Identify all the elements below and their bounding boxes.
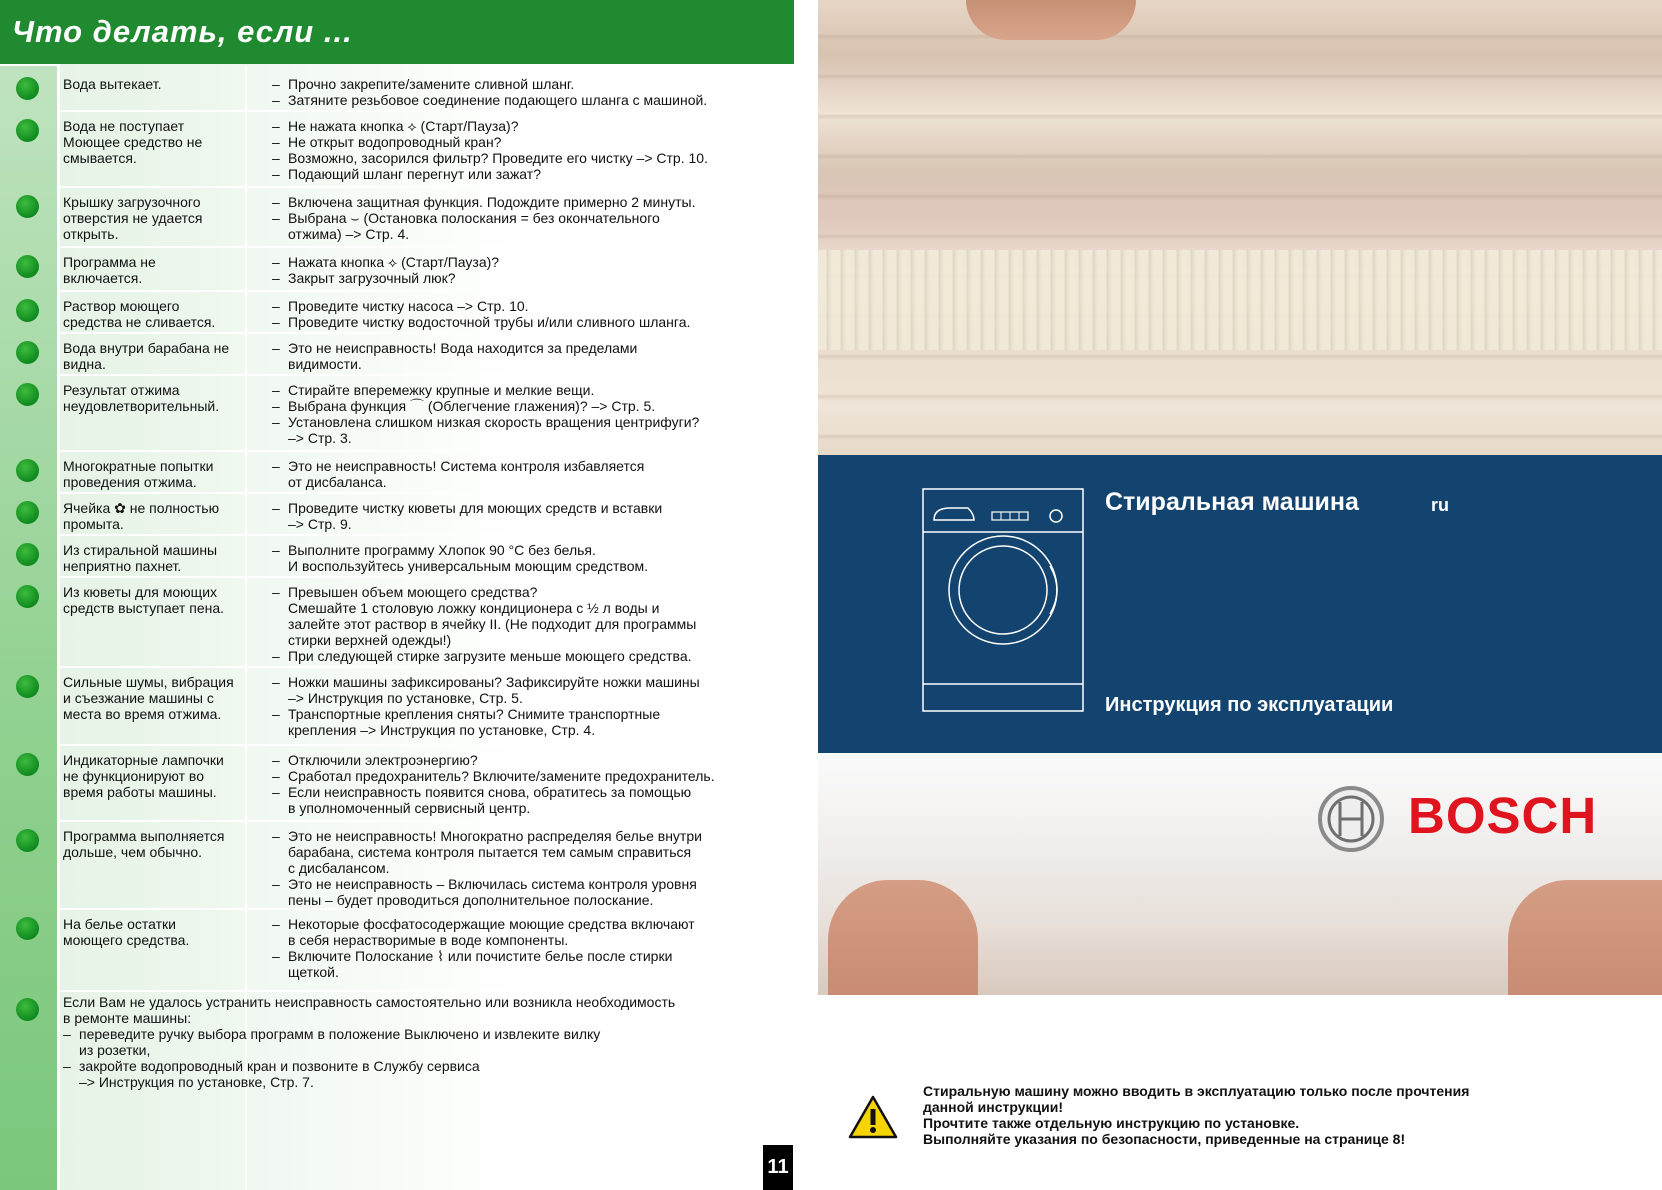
person-chin xyxy=(966,0,1136,40)
language-code: ru xyxy=(1431,495,1449,515)
troubleshooting-row xyxy=(0,536,794,578)
troubleshooting-row xyxy=(0,70,794,112)
remedy-item: – Выбрана функция ⌒ (Облегчение глажения)? –> Стр. 5. xyxy=(272,398,792,414)
remedy-item: – Отключили электроэнергию? xyxy=(272,752,792,768)
problem-text: Из кюветы для моющих средств выступает пена. xyxy=(63,584,225,616)
row-bullet xyxy=(16,195,39,218)
remedy-item: – При следующей стирке загрузите меньше моющего средства. xyxy=(272,648,792,664)
problem-text: Из стиральной машины неприятно пахнет. xyxy=(63,542,218,574)
remedy-item: – Подающий шланг перегнут или зажат? xyxy=(272,166,792,182)
right-hand xyxy=(1508,880,1662,995)
safety-warning xyxy=(923,1083,1623,1147)
warning-line: Прочтите также отдельную инструкцию по установке. xyxy=(923,1115,1300,1131)
final-note-step: – переведите ручку выбора программ в положение Выключено и извлеките вилку из розетки, xyxy=(63,1026,783,1058)
problem-text: Программа выполняется дольше, чем обычно. xyxy=(63,828,225,860)
problem-text: Вода вытекает. xyxy=(63,76,162,92)
problem-text: Раствор моющего средства не сливается. xyxy=(63,298,216,330)
remedy-item: – Проведите чистку кюветы для моющих средств и вставки –> Стр. 9. xyxy=(272,500,792,532)
troubleshooting-row xyxy=(0,292,794,334)
row-bullet xyxy=(16,675,39,698)
problem-text: Индикаторные лампочки не функционируют во время работы машины. xyxy=(63,752,224,800)
problem-text: Крышку загрузочного отверстия не удается открыть. xyxy=(63,194,203,242)
row-bullet xyxy=(16,543,39,566)
remedy-item: – Не нажата кнопка ⟡ (Старт/Пауза)? xyxy=(272,118,792,134)
troubleshooting-row xyxy=(0,376,794,452)
remedy-list xyxy=(272,500,792,532)
troubleshooting-row xyxy=(0,668,794,746)
remedy-item: – Сработал предохранитель? Включите/замените предохранитель. xyxy=(272,768,792,784)
remedy-list xyxy=(272,674,792,738)
remedy-item: – Не открыт водопроводный кран? xyxy=(272,134,792,150)
remedy-item: – Это не неисправность! Многократно распределяя белье внутри барабана, система контроля пытается тем самым справиться с дисбалансом. xyxy=(272,828,792,876)
troubleshooting-row xyxy=(0,248,794,292)
manual-title: Инструкция по эксплуатации xyxy=(1105,694,1394,716)
page-title: Что делать, если ... xyxy=(12,14,353,49)
remedy-item: – Затяните резьбовое соединение подающего шланга с машиной. xyxy=(272,92,792,108)
remedy-list xyxy=(272,194,792,242)
remedy-list xyxy=(272,916,792,980)
remedy-item: – Установлена слишком низкая скорость вращения центрифуги? –> Стр. 3. xyxy=(272,414,792,446)
troubleshooting-row xyxy=(0,452,794,494)
row-bullet xyxy=(16,299,39,322)
remedy-item: – Некоторые фосфатосодержащие моющие средства включают в себя нерастворимые в воде компоненты. xyxy=(272,916,792,948)
troubleshooting-row xyxy=(0,334,794,376)
row-bullet xyxy=(16,383,39,406)
remedy-item: – Включена защитная функция. Подождите примерно 2 минуты. xyxy=(272,194,792,210)
bosch-logo: BOSCH xyxy=(1408,787,1598,844)
troubleshooting-row xyxy=(0,188,794,248)
row-bullet xyxy=(16,341,39,364)
problem-text: Сильные шумы, вибрация и съезжание машины с места во время отжима. xyxy=(63,674,234,722)
remedy-item: – Это не неисправность – Включилась система контроля уровня пены – будет проводиться дополнительное полоскание. xyxy=(272,876,792,908)
knitted-fabric xyxy=(818,250,1662,350)
row-bullet xyxy=(16,255,39,278)
troubleshooting-row xyxy=(0,494,794,536)
remedy-item: – Выполните программу Хлопок 90 °C без белья. И воспользуйтесь универсальным моющим средством. xyxy=(272,542,792,574)
cover-page xyxy=(818,0,1662,1190)
washing-machine-icon xyxy=(922,488,1084,712)
final-note-bullet xyxy=(16,998,39,1021)
remedy-item: – Это не неисправность! Система контроля избавляется от дисбаланса. xyxy=(272,458,792,490)
remedy-list xyxy=(272,298,792,330)
remedy-item: – Транспортные крепления сняты? Снимите транспортные крепления –> Инструкция по установке, Стр. 4. xyxy=(272,706,792,738)
final-note-step: – закройте водопроводный кран и позвоните в Службу сервиса –> Инструкция по установке, Стр. 7. xyxy=(63,1058,783,1090)
row-bullet xyxy=(16,585,39,608)
troubleshooting-page xyxy=(0,0,794,1190)
remedy-list xyxy=(272,382,792,446)
remedy-item: – Проведите чистку насоса –> Стр. 10. xyxy=(272,298,792,314)
row-separator xyxy=(57,990,794,992)
remedy-item: – Стирайте вперемежку крупные и мелкие вещи. xyxy=(272,382,792,398)
product-title: Стиральная машина xyxy=(1105,488,1359,516)
row-bullet xyxy=(16,753,39,776)
troubleshooting-row xyxy=(0,910,794,992)
remedy-item: – Это не неисправность! Вода находится за пределами видимости. xyxy=(272,340,792,372)
troubleshooting-row xyxy=(0,112,794,188)
row-bullet xyxy=(16,501,39,524)
remedy-item: – Включите Полоскание ⌇ или почистите белье после стирки щеткой. xyxy=(272,948,792,980)
remedy-item: – Возможно, засорился фильтр? Проведите его чистку –> Стр. 10. xyxy=(272,150,792,166)
remedy-list xyxy=(272,76,792,108)
remedy-list xyxy=(272,254,792,286)
problem-text: Многократные попытки проведения отжима. xyxy=(63,458,214,490)
remedy-list xyxy=(272,828,792,908)
final-note xyxy=(63,994,783,1090)
row-bullet xyxy=(16,77,39,100)
remedy-list xyxy=(272,118,792,182)
remedy-list xyxy=(272,340,792,372)
problem-text: Вода не поступает Моющее средство не смывается. xyxy=(63,118,203,166)
row-bullet xyxy=(16,459,39,482)
header-bar xyxy=(0,0,794,64)
warning-icon xyxy=(848,1094,898,1140)
problem-text: Вода внутри барабана не видна. xyxy=(63,340,230,372)
remedy-list xyxy=(272,458,792,490)
remedy-item: – Выбрана ⌣ (Остановка полоскания = без окончательного отжима) –> Стр. 4. xyxy=(272,210,792,242)
problem-text: Программа не включается. xyxy=(63,254,156,286)
remedy-item: – Прочно закрепите/замените сливной шланг. xyxy=(272,76,792,92)
row-bullet xyxy=(16,829,39,852)
remedy-item: – Превышен объем моющего средства? Смешайте 1 столовую ложку кондиционера с ½ л воды и залейте этот раствор в ячейку II. (Не подходит для программы стирки верхней одежды!) xyxy=(272,584,792,648)
final-note-intro: Если Вам не удалось устранить неисправность самостоятельно или возникла необходимость в ремонте машины: xyxy=(63,994,676,1026)
remedy-item: – Если неисправность появится снова, обратитесь за помощью в уполномоченный сервисный центр. xyxy=(272,784,792,816)
problem-text: Ячейка ✿ не полностью промыта. xyxy=(63,500,220,532)
problem-text: Результат отжима неудовлетворительный. xyxy=(63,382,220,414)
row-bullet xyxy=(16,917,39,940)
remedy-list xyxy=(272,584,792,664)
remedy-item: – Ножки машины зафиксированы? Зафиксируйте ножки машины –> Инструкция по установке, Стр. 5. xyxy=(272,674,792,706)
remedy-list xyxy=(272,542,792,574)
bosch-emblem-icon xyxy=(1316,784,1386,854)
remedy-item: – Нажата кнопка ⟡ (Старт/Пауза)? xyxy=(272,254,792,270)
warning-line: Выполняйте указания по безопасности, приведенные на странице 8! xyxy=(923,1131,1406,1147)
remedy-item: – Закрыт загрузочный люк? xyxy=(272,270,792,286)
remedy-list xyxy=(272,752,792,816)
remedy-item: – Проведите чистку водосточной трубы и/или сливного шланга. xyxy=(272,314,792,330)
row-bullet xyxy=(16,119,39,142)
warning-line: Стиральную машину можно вводить в эксплуатацию только после прочтения данной инструкции! xyxy=(923,1083,1470,1115)
problem-text: На белье остатки моющего средства. xyxy=(63,916,190,948)
page-number: 11 xyxy=(763,1145,793,1190)
troubleshooting-row xyxy=(0,746,794,822)
troubleshooting-row xyxy=(0,822,794,910)
left-hand xyxy=(828,880,978,995)
troubleshooting-row xyxy=(0,578,794,668)
folded-laundry-photo xyxy=(818,0,1662,455)
